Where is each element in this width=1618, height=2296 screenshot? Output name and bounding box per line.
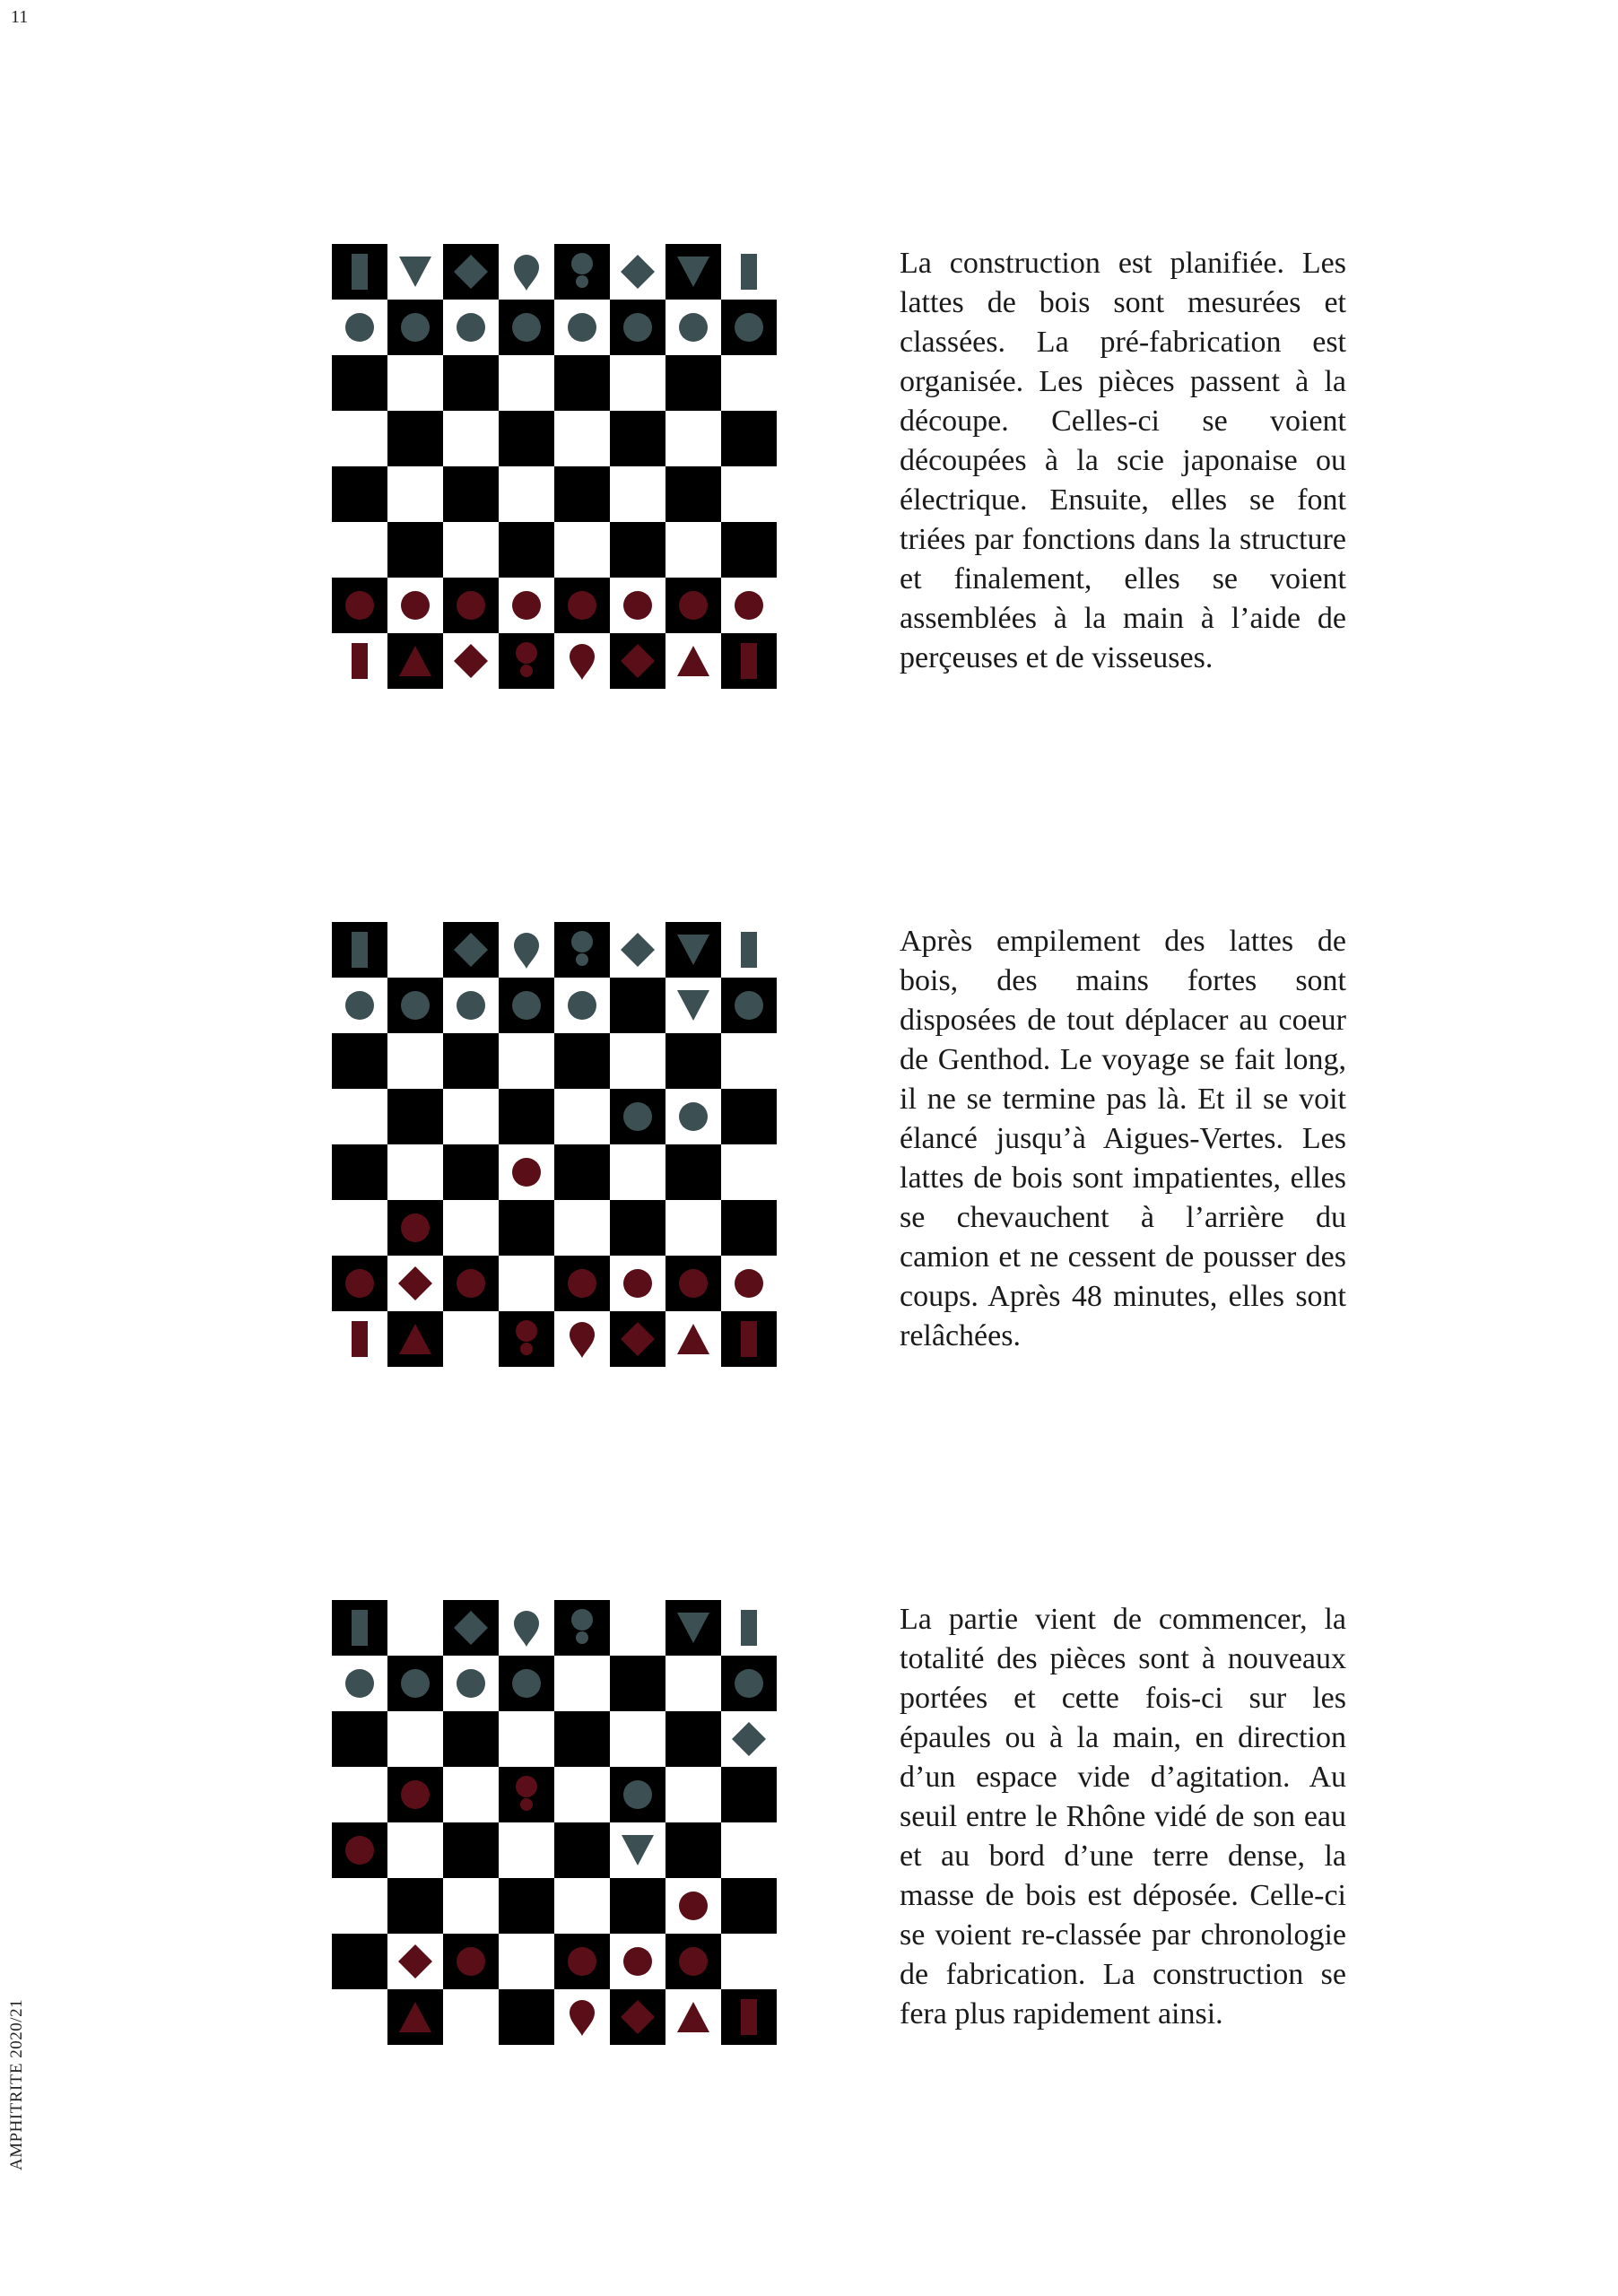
- side-label: AMPHITRITE 2020/21: [7, 1998, 26, 2170]
- board-square: [610, 1600, 665, 1656]
- red-circle-piece: [665, 578, 721, 633]
- board-square: [610, 1656, 665, 1711]
- red-circle-piece: [610, 1256, 665, 1311]
- chess-board-2: [332, 922, 777, 1367]
- board-square: [610, 922, 665, 978]
- grey-rectangle-piece: [721, 1600, 777, 1656]
- board-square: [665, 978, 721, 1033]
- red-circle-piece: [499, 578, 554, 633]
- board-square: [499, 1822, 554, 1878]
- board-square: [332, 1767, 387, 1822]
- board-square: [499, 1989, 554, 2045]
- red-rectangle-piece: [332, 1311, 387, 1367]
- board-square: [665, 578, 721, 633]
- grey-circle-piece: [665, 1089, 721, 1144]
- board-square: [554, 411, 610, 466]
- board-square: [387, 922, 443, 978]
- grey-triangle-down-piece: [665, 1600, 721, 1656]
- grey-circle-piece: [665, 300, 721, 355]
- board-square: [443, 355, 499, 411]
- grey-triangle-down-piece: [665, 244, 721, 300]
- red-circle-piece: [610, 578, 665, 633]
- board-square: [499, 978, 554, 1033]
- board-square: [665, 355, 721, 411]
- red-triangle-up-piece: [387, 633, 443, 689]
- red-circle-piece: [554, 1256, 610, 1311]
- board-square: [443, 1200, 499, 1256]
- red-circle-piece: [554, 1934, 610, 1989]
- board-square: [610, 1144, 665, 1200]
- board-square: [499, 1767, 554, 1822]
- board-square: [443, 1144, 499, 1200]
- board-square: [721, 578, 777, 633]
- board-square: [499, 1256, 554, 1311]
- board-square: [554, 244, 610, 300]
- board-square: [332, 633, 387, 689]
- section-3-text: La partie vient de commencer, la totalité des pièces sont à nouveaux portées et cette fois-ci sur les épaules ou à la main, en direction d’un espace vide d’agitation. Au seuil entre le Rhône vidé de son eau et au bord d’une terre dense, la masse de bois est déposée. Celle-ci se voient re-classée par chronologie de fabrication. La construction se fera plus rapidement ainsi.: [900, 1603, 1346, 2031]
- red-diamond-piece: [610, 633, 665, 689]
- grey-circle-piece: [721, 300, 777, 355]
- board-square: [665, 1600, 721, 1656]
- board-square: [387, 1822, 443, 1878]
- board-square: [721, 1311, 777, 1367]
- board-square: [721, 466, 777, 522]
- red-rectangle-piece: [721, 633, 777, 689]
- section-1: [332, 244, 1354, 692]
- board-square: [332, 1256, 387, 1311]
- grey-triangle-down-piece: [387, 244, 443, 300]
- board-square: [665, 633, 721, 689]
- board-square: [499, 633, 554, 689]
- board-square: [443, 1711, 499, 1767]
- grey-circle-piece: [554, 978, 610, 1033]
- board-square: [387, 1711, 443, 1767]
- grey-drop-piece: [499, 244, 554, 300]
- board-square: [610, 978, 665, 1033]
- grey-diamond-piece: [610, 244, 665, 300]
- board-square: [499, 355, 554, 411]
- red-rectangle-piece: [721, 1311, 777, 1367]
- board-square: [443, 522, 499, 578]
- board-square: [499, 1934, 554, 1989]
- board-square: [499, 1144, 554, 1200]
- board-square: [554, 1989, 610, 2045]
- board-square: [554, 466, 610, 522]
- board-square: [554, 1089, 610, 1144]
- board-square: [332, 1144, 387, 1200]
- board-square: [554, 1600, 610, 1656]
- grey-circle-piece: [332, 1656, 387, 1711]
- board-square: [332, 1989, 387, 2045]
- red-diamond-piece: [387, 1934, 443, 1989]
- board-square: [721, 1600, 777, 1656]
- board-square: [443, 300, 499, 355]
- board-square: [665, 1934, 721, 1989]
- board-square: [332, 1878, 387, 1934]
- grey-circle-piece: [387, 978, 443, 1033]
- red-triangle-up-piece: [665, 1311, 721, 1367]
- board-square: [610, 1711, 665, 1767]
- board-square: [443, 922, 499, 978]
- board-square: [387, 300, 443, 355]
- board-square: [387, 1200, 443, 1256]
- board-square: [443, 411, 499, 466]
- red-circle-piece: [554, 578, 610, 633]
- grey-knob-piece: [554, 922, 610, 978]
- board-square: [332, 1711, 387, 1767]
- red-drop-piece: [554, 1311, 610, 1367]
- board-square: [665, 411, 721, 466]
- grey-knob-piece: [554, 244, 610, 300]
- board-square: [721, 1711, 777, 1767]
- board-square: [554, 1934, 610, 1989]
- board-square: [499, 1089, 554, 1144]
- board-square: [387, 411, 443, 466]
- board-square: [665, 522, 721, 578]
- grey-diamond-piece: [443, 1600, 499, 1656]
- grey-circle-piece: [387, 1656, 443, 1711]
- red-circle-piece: [387, 1767, 443, 1822]
- section-2-text: Après empilement des lattes de bois, des mains fortes sont disposées de tout déplacer au coeur de Genthod. Le voyage se fait long, il ne se termine pas là. Et il se voit élancé jusqu’à Aigues-Vertes. Les lattes de bois sont impatientes, elles se chevauchent à l’arrière du camion et ne cessent de pousser des coups. Après 48 minutes, elles sont relâchées.: [900, 925, 1346, 1352]
- board-square: [610, 300, 665, 355]
- chess-board-3: [332, 1600, 777, 2045]
- section-2: [332, 922, 1354, 1370]
- board-square: [499, 1878, 554, 1934]
- board-square: [721, 1989, 777, 2045]
- board-square: [387, 1934, 443, 1989]
- grey-circle-piece: [721, 1656, 777, 1711]
- board-square: [387, 978, 443, 1033]
- board-square: [610, 411, 665, 466]
- board-square: [443, 1822, 499, 1878]
- board-square: [387, 1600, 443, 1656]
- grey-rectangle-piece: [721, 922, 777, 978]
- grey-circle-piece: [610, 300, 665, 355]
- board-square: [610, 578, 665, 633]
- board-square: [665, 244, 721, 300]
- board-square: [332, 1934, 387, 1989]
- board-square: [554, 1711, 610, 1767]
- board-square: [387, 578, 443, 633]
- red-circle-piece: [443, 1934, 499, 1989]
- board-square: [665, 1822, 721, 1878]
- board-square: [332, 411, 387, 466]
- grey-circle-piece: [387, 300, 443, 355]
- red-triangle-up-piece: [387, 1311, 443, 1367]
- board-square: [332, 1033, 387, 1089]
- board-square: [332, 1822, 387, 1878]
- red-diamond-piece: [443, 633, 499, 689]
- board-square: [610, 1989, 665, 2045]
- board-square: [721, 1033, 777, 1089]
- board-square: [443, 1767, 499, 1822]
- board-square: [665, 1144, 721, 1200]
- board-square: [499, 1311, 554, 1367]
- board-square: [721, 522, 777, 578]
- red-triangle-up-piece: [387, 1989, 443, 2045]
- board-square: [721, 1656, 777, 1711]
- board-square: [610, 466, 665, 522]
- board-square: [443, 1256, 499, 1311]
- red-circle-piece: [665, 1256, 721, 1311]
- board-square: [387, 522, 443, 578]
- board-square: [443, 1311, 499, 1367]
- board-square: [665, 466, 721, 522]
- grey-diamond-piece: [443, 244, 499, 300]
- board-square: [332, 978, 387, 1033]
- board-square: [554, 1656, 610, 1711]
- board-square: [665, 1767, 721, 1822]
- board-square: [332, 1600, 387, 1656]
- board-square: [499, 1600, 554, 1656]
- red-circle-piece: [443, 1256, 499, 1311]
- board-square: [387, 1033, 443, 1089]
- board-square: [721, 1200, 777, 1256]
- board-square: [610, 1767, 665, 1822]
- board-square: [610, 1200, 665, 1256]
- board-square: [387, 355, 443, 411]
- board-square: [332, 244, 387, 300]
- board-square: [443, 1600, 499, 1656]
- board-square: [721, 1822, 777, 1878]
- board-square: [332, 522, 387, 578]
- red-diamond-piece: [610, 1989, 665, 2045]
- board-square: [387, 1089, 443, 1144]
- page-number: 11: [11, 7, 29, 27]
- board-square: [387, 244, 443, 300]
- red-triangle-up-piece: [665, 1989, 721, 2045]
- grey-circle-piece: [443, 978, 499, 1033]
- grey-diamond-piece: [721, 1711, 777, 1767]
- board-square: [665, 1311, 721, 1367]
- board-square: [554, 633, 610, 689]
- board-square: [387, 1989, 443, 2045]
- board-square: [387, 1878, 443, 1934]
- board-square: [443, 633, 499, 689]
- board-square: [721, 633, 777, 689]
- board-square: [665, 1656, 721, 1711]
- board-square: [332, 1200, 387, 1256]
- chess-board-1: [332, 244, 777, 689]
- board-square: [332, 300, 387, 355]
- grey-circle-piece: [610, 1767, 665, 1822]
- board-square: [443, 1033, 499, 1089]
- board-square: [332, 355, 387, 411]
- board-square: [610, 244, 665, 300]
- board-square: [332, 466, 387, 522]
- board-square: [554, 978, 610, 1033]
- board-square: [499, 1711, 554, 1767]
- board-square: [554, 1878, 610, 1934]
- board-square: [665, 1878, 721, 1934]
- board-square: [721, 978, 777, 1033]
- board-square: [387, 1767, 443, 1822]
- board-square: [554, 578, 610, 633]
- red-knob-piece: [499, 1311, 554, 1367]
- board-square: [665, 1200, 721, 1256]
- board-square: [721, 922, 777, 978]
- grey-rectangle-piece: [721, 244, 777, 300]
- red-circle-piece: [610, 1934, 665, 1989]
- red-circle-piece: [499, 1144, 554, 1200]
- board-square: [665, 1089, 721, 1144]
- board-square: [387, 633, 443, 689]
- board-square: [554, 522, 610, 578]
- red-drop-piece: [554, 1989, 610, 2045]
- board-square: [554, 300, 610, 355]
- board-square: [721, 300, 777, 355]
- board-square: [665, 1256, 721, 1311]
- board-square: [499, 522, 554, 578]
- board-square: [443, 1934, 499, 1989]
- board-square: [554, 1767, 610, 1822]
- board-square: [721, 1878, 777, 1934]
- red-circle-piece: [665, 1878, 721, 1934]
- board-square: [499, 922, 554, 978]
- board-square: [332, 1656, 387, 1711]
- red-diamond-piece: [610, 1311, 665, 1367]
- board-square: [443, 1089, 499, 1144]
- board-square: [332, 922, 387, 978]
- board-square: [499, 244, 554, 300]
- board-square: [554, 1256, 610, 1311]
- board-square: [499, 300, 554, 355]
- board-square: [665, 300, 721, 355]
- board-square: [499, 1200, 554, 1256]
- board-square: [721, 1144, 777, 1200]
- board-square: [721, 244, 777, 300]
- board-square: [610, 1089, 665, 1144]
- board-square: [387, 466, 443, 522]
- section-3: [332, 1600, 1354, 2048]
- board-square: [554, 1200, 610, 1256]
- board-square: [610, 355, 665, 411]
- red-circle-piece: [443, 578, 499, 633]
- board-square: [721, 1934, 777, 1989]
- board-square: [665, 1711, 721, 1767]
- board-square: [443, 1878, 499, 1934]
- section-1-text: La construction est planifiée. Les lattes de bois sont mesurées et classées. La pré-fabrication est organisée. Les pièces passent à la découpe. Celles-ci se voient découpées à la scie japonaise ou électrique. Ensuite, elles se font triées par fonctions dans la structure et finalement, elles se voient assemblées à la main à l’aide de perçeuses et de visseuses.: [900, 247, 1346, 674]
- grey-rectangle-piece: [332, 922, 387, 978]
- board-square: [721, 1256, 777, 1311]
- board-square: [499, 411, 554, 466]
- red-rectangle-piece: [332, 633, 387, 689]
- board-square: [443, 1989, 499, 2045]
- grey-triangle-down-piece: [610, 1822, 665, 1878]
- red-circle-piece: [387, 1200, 443, 1256]
- grey-rectangle-piece: [332, 1600, 387, 1656]
- board-square: [554, 922, 610, 978]
- board-square: [499, 466, 554, 522]
- board-square: [554, 1311, 610, 1367]
- red-drop-piece: [554, 633, 610, 689]
- board-square: [610, 1934, 665, 1989]
- grey-circle-piece: [332, 300, 387, 355]
- red-rectangle-piece: [721, 1989, 777, 2045]
- grey-triangle-down-piece: [665, 922, 721, 978]
- board-square: [499, 1656, 554, 1711]
- red-knob-piece: [499, 1767, 554, 1822]
- grey-knob-piece: [554, 1600, 610, 1656]
- board-square: [610, 1822, 665, 1878]
- board-square: [387, 1144, 443, 1200]
- grey-circle-piece: [610, 1089, 665, 1144]
- board-square: [443, 244, 499, 300]
- board-square: [443, 466, 499, 522]
- board-square: [554, 1033, 610, 1089]
- grey-circle-piece: [443, 1656, 499, 1711]
- board-square: [443, 578, 499, 633]
- board-square: [610, 1311, 665, 1367]
- red-circle-piece: [332, 1256, 387, 1311]
- red-circle-piece: [721, 578, 777, 633]
- board-square: [443, 1656, 499, 1711]
- grey-circle-piece: [721, 978, 777, 1033]
- grey-triangle-down-piece: [665, 978, 721, 1033]
- board-square: [387, 1256, 443, 1311]
- red-circle-piece: [387, 578, 443, 633]
- red-circle-piece: [665, 1934, 721, 1989]
- red-circle-piece: [332, 578, 387, 633]
- board-square: [610, 1878, 665, 1934]
- grey-circle-piece: [332, 978, 387, 1033]
- grey-diamond-piece: [443, 922, 499, 978]
- red-triangle-up-piece: [665, 633, 721, 689]
- grey-circle-piece: [499, 300, 554, 355]
- board-square: [443, 978, 499, 1033]
- board-square: [721, 355, 777, 411]
- board-square: [499, 578, 554, 633]
- grey-diamond-piece: [610, 922, 665, 978]
- board-square: [721, 1089, 777, 1144]
- red-knob-piece: [499, 633, 554, 689]
- grey-circle-piece: [499, 978, 554, 1033]
- board-square: [610, 633, 665, 689]
- board-square: [332, 578, 387, 633]
- board-square: [554, 1822, 610, 1878]
- red-diamond-piece: [387, 1256, 443, 1311]
- board-square: [610, 522, 665, 578]
- board-square: [665, 1033, 721, 1089]
- board-square: [387, 1656, 443, 1711]
- board-square: [387, 1311, 443, 1367]
- board-square: [721, 411, 777, 466]
- board-square: [610, 1256, 665, 1311]
- board-square: [499, 1033, 554, 1089]
- board-square: [610, 1033, 665, 1089]
- board-square: [665, 1989, 721, 2045]
- red-circle-piece: [332, 1822, 387, 1878]
- board-square: [665, 922, 721, 978]
- grey-circle-piece: [499, 1656, 554, 1711]
- board-square: [332, 1311, 387, 1367]
- board-square: [554, 1144, 610, 1200]
- board-square: [332, 1089, 387, 1144]
- red-circle-piece: [721, 1256, 777, 1311]
- grey-drop-piece: [499, 1600, 554, 1656]
- board-square: [554, 355, 610, 411]
- grey-drop-piece: [499, 922, 554, 978]
- grey-circle-piece: [554, 300, 610, 355]
- grey-circle-piece: [443, 300, 499, 355]
- board-square: [721, 1767, 777, 1822]
- grey-rectangle-piece: [332, 244, 387, 300]
